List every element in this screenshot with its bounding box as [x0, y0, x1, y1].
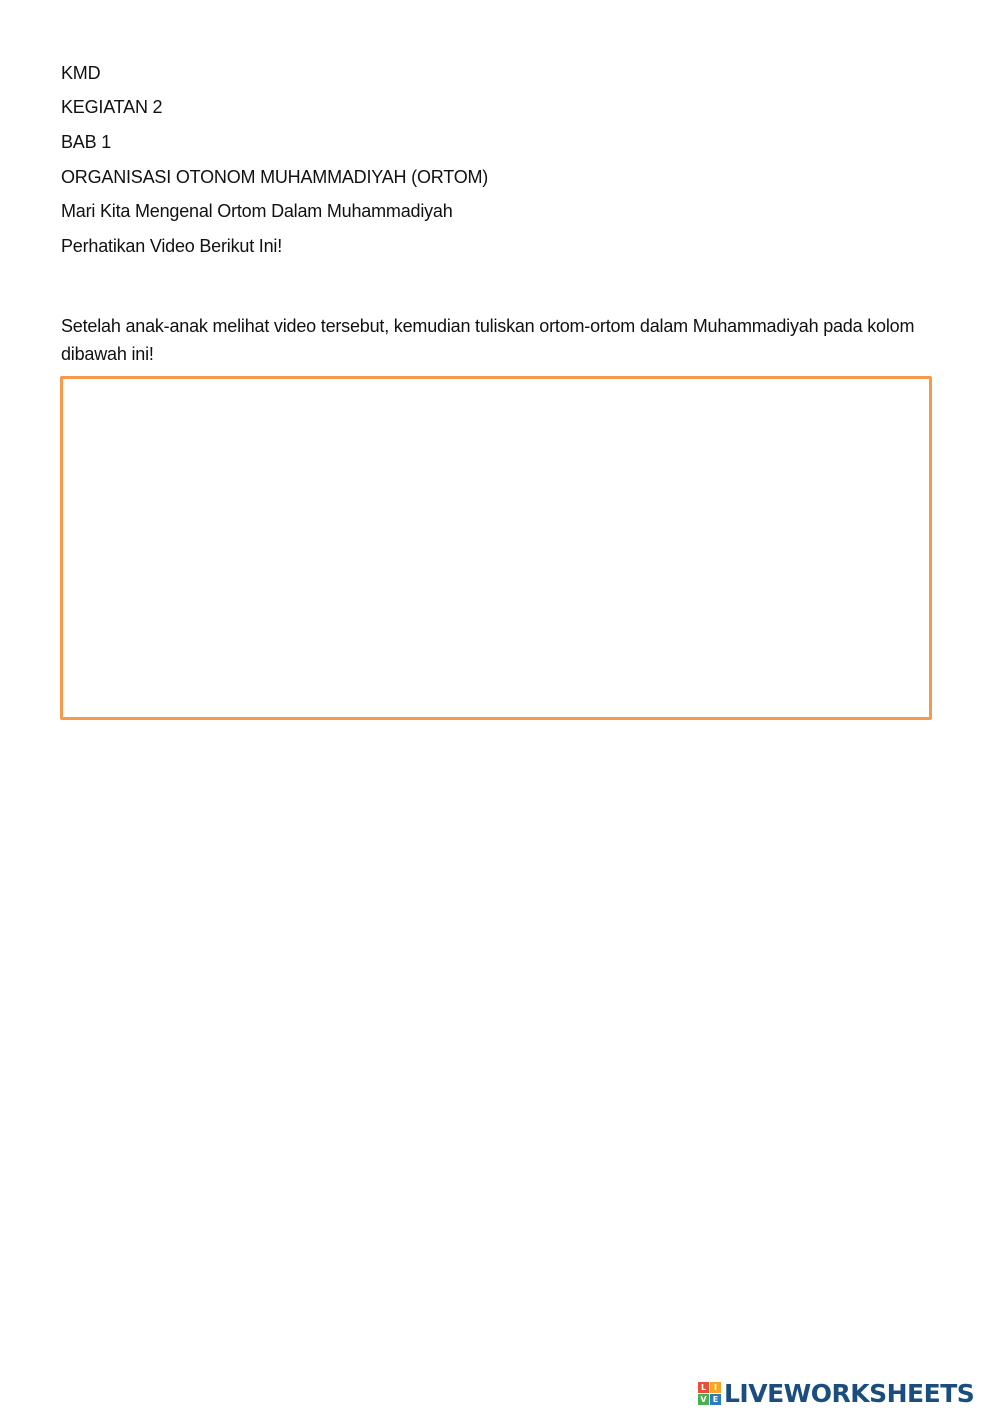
video-prompt: Perhatikan Video Berikut Ini! — [61, 236, 283, 256]
logo-letter-v: V — [698, 1394, 709, 1405]
answer-box[interactable] — [60, 376, 932, 720]
logo-letter-i: I — [710, 1382, 721, 1393]
intro-text: Mari Kita Mengenal Ortom Dalam Muhammadiyah — [61, 201, 453, 221]
brand-wordmark: LIVEWORKSHEETS — [724, 1378, 975, 1408]
liveworksheets-brand — [698, 1378, 974, 1408]
logo-letter-l: L — [698, 1382, 709, 1393]
activity-label: KEGIATAN 2 — [61, 97, 163, 117]
topic-title: ORGANISASI OTONOM MUHAMMADIYAH (ORTOM) — [61, 167, 489, 187]
liveworksheets-logo-icon — [698, 1382, 721, 1405]
subject-label: KMD — [61, 63, 101, 83]
logo-letter-e: E — [710, 1394, 721, 1405]
chapter-label: BAB 1 — [61, 132, 112, 152]
instruction-text: Setelah anak-anak melihat video tersebut, kemudian tuliskan ortom-ortom dalam Muhammadiyah pada kolom dibawah ini! — [61, 316, 915, 364]
